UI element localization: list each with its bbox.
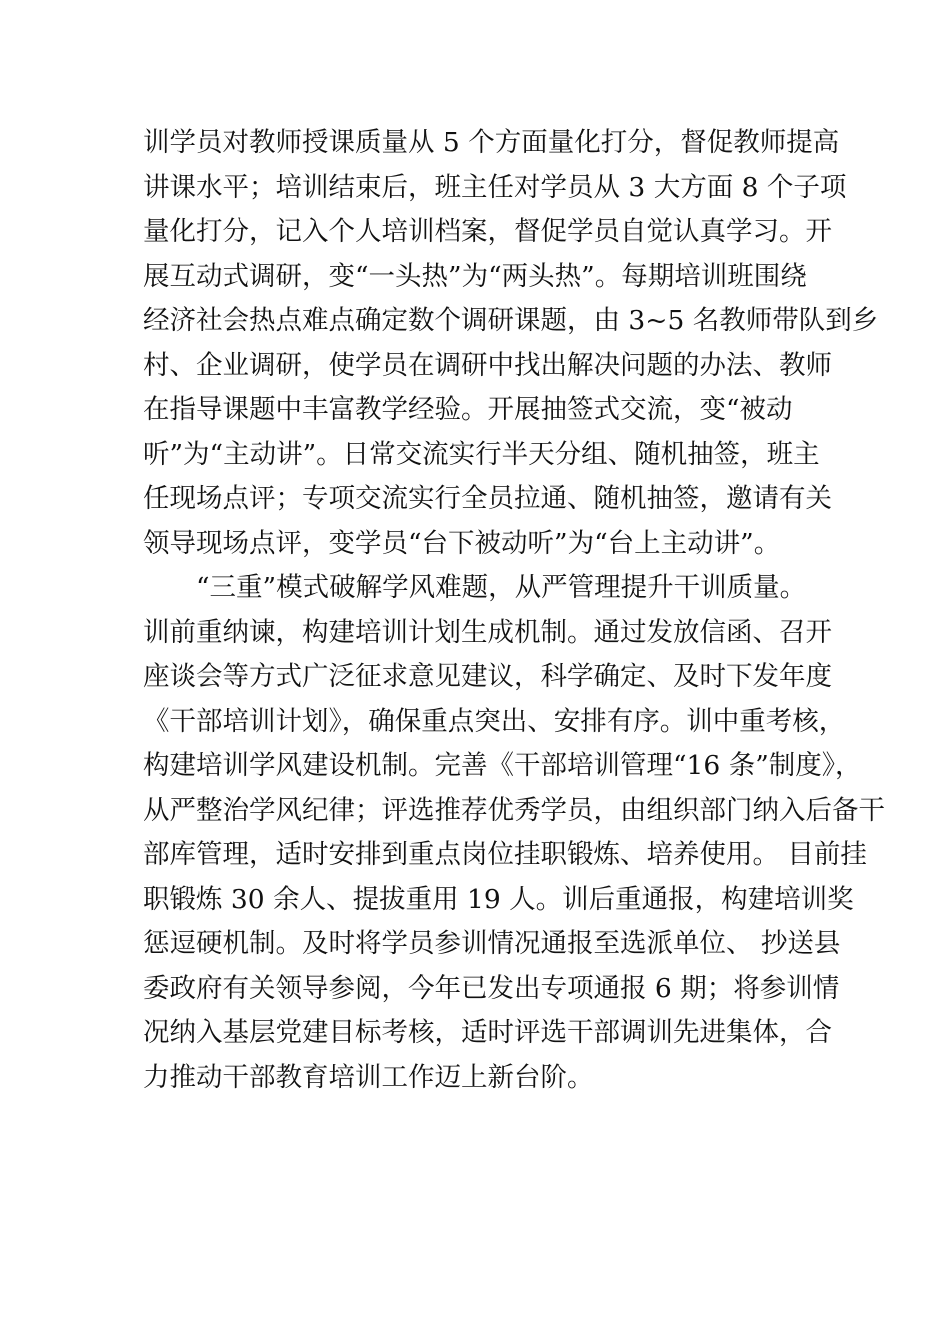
text-line: 座谈会等方式广泛征求意见建议，科学确定、及时下发年度 (143, 661, 832, 692)
text-line: 惩逗硬机制。及时将学员参训情况通报至选派单位、 抄送县 (143, 928, 841, 959)
text-line: 听”为“主动讲”。日常交流实行半天分组、随机抽签，班主 (143, 438, 820, 470)
text-line: 任现场点评；专项交流实行全员拉通、随机抽签，邀请有关 (143, 483, 832, 514)
text-line: 况纳入基层党建目标考核，适时评选干部调训先进集体，合 (143, 1017, 832, 1048)
text-line: 领导现场点评，变学员“台下被动听”为“台上主动讲”。 (143, 527, 781, 559)
text-line: 职锻炼 30 余人、提拔重用 19 人。训后重通报，构建培训奖 (143, 883, 854, 915)
text-line: 村、企业调研，使学员在调研中找出解决问题的办法、教师 (143, 349, 832, 381)
text-line: 部库管理，适时安排到重点岗位挂职锻炼、培养使用。 目前挂 (143, 839, 867, 870)
text-line: 经济社会热点难点确定数个调研课题，由 3~5 名教师带队到乡 (143, 305, 879, 336)
text-line: 力推动干部教育培训工作迈上新台阶。 (143, 1061, 594, 1093)
text-line: 在指导课题中丰富教学经验。开展抽签式交流，变“被动 (143, 394, 793, 425)
text-line: 讲课水平；培训结束后，班主任对学员从 3 大方面 8 个子项 (143, 171, 847, 203)
text-line: 从严整治学风纪律；评选推荐优秀学员，由组织部门纳入后备干 (143, 794, 885, 826)
text-line: 展互动式调研，变“一头热”为“两头热”。每期培训班围绕 (143, 260, 807, 292)
document-body (143, 121, 885, 1100)
text-line: 量化打分，记入个人培训档案，督促学员自觉认真学习。开 (143, 216, 832, 247)
text-line: 训前重纳谏，构建培训计划生成机制。通过发放信函、召开 (143, 616, 832, 648)
text-line: 《干部培训计划》，确保重点突出、安排有序。训中重考核， (143, 705, 846, 737)
text-line: 训学员对教师授课质量从 5 个方面量化打分，督促教师提高 (143, 127, 840, 158)
paragraph-heading-line: “三重”模式破解学风难题，从严管理提升干训质量。 (196, 572, 807, 603)
text-line: 委政府有关领导参阅，今年已发出专项通报 6 期；将参训情 (143, 972, 840, 1004)
text-line: 构建培训学风建设机制。完善《干部培训管理“16 条”制度》， (143, 750, 862, 781)
